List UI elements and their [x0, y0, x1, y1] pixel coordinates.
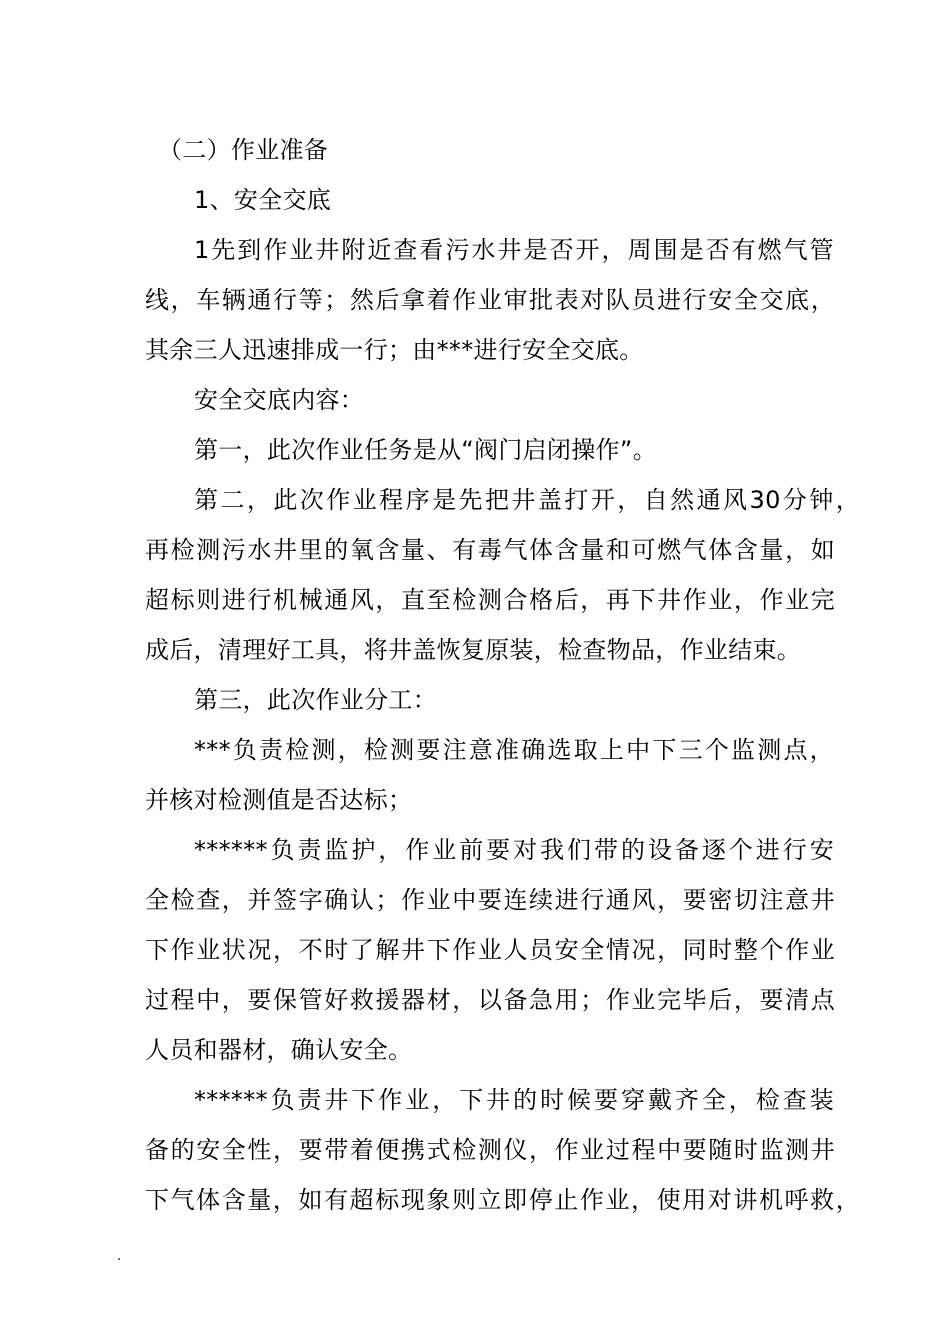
- paragraph-line: 超标则进行机械通风，直至检测合格后，再下井作业，作业完: [145, 586, 835, 614]
- page-mark: [118, 1258, 120, 1260]
- paragraph-line: 下作业状况，不时了解井下作业人员安全情况，同时整个作业: [145, 936, 835, 964]
- paragraph-line: 下气体含量，如有超标现象则立即停止作业，使用对讲机呼救，: [145, 1186, 860, 1214]
- paragraph-line: 过程中，要保管好救援器材，以备急用；作业完毕后，要清点: [145, 986, 835, 1014]
- paragraph-line: 第一，此次作业任务是从“阀门启闭操作”。: [194, 436, 657, 464]
- paragraph-line: 1先到作业井附近查看污水井是否开，周围是否有燃气管: [194, 236, 834, 264]
- subsection-heading: 1、安全交底: [194, 186, 332, 214]
- section-heading: （二）作业准备: [158, 136, 329, 164]
- paragraph-line: 全检查，并签字确认；作业中要连续进行通风，要密切注意井: [145, 886, 835, 914]
- paragraph-line: 其余三人迅速排成一行；由***进行安全交底。: [145, 336, 644, 364]
- paragraph-line: 再检测污水井里的氧含量、有毒气体含量和可燃气体含量，如: [145, 536, 835, 564]
- paragraph-line: ******负责监护，作业前要对我们带的设备逐个进行安: [194, 836, 834, 864]
- paragraph-line: 人员和器材，确认安全。: [145, 1036, 413, 1064]
- paragraph-line: 并核对检测值是否达标；: [145, 786, 413, 814]
- paragraph-line: 线，车辆通行等；然后拿着作业审批表对队员进行安全交底，: [145, 286, 835, 314]
- paragraph-line: 成后，清理好工具，将井盖恢复原装，检查物品，作业结束。: [145, 636, 802, 664]
- paragraph-line: 安全交底内容：: [194, 386, 365, 414]
- paragraph-line: 备的安全性，要带着便携式检测仪，作业过程中要随时监测井: [145, 1136, 835, 1164]
- paragraph-line: ******负责井下作业，下井的时候要穿戴齐全，检查装: [194, 1086, 834, 1114]
- paragraph-line: 第三，此次作业分工：: [194, 686, 437, 714]
- paragraph-line: ***负责检测，检测要注意准确选取上中下三个监测点，: [194, 736, 834, 764]
- paragraph-line: 第二，此次作业程序是先把井盖打开，自然通风30分钟，: [194, 486, 860, 514]
